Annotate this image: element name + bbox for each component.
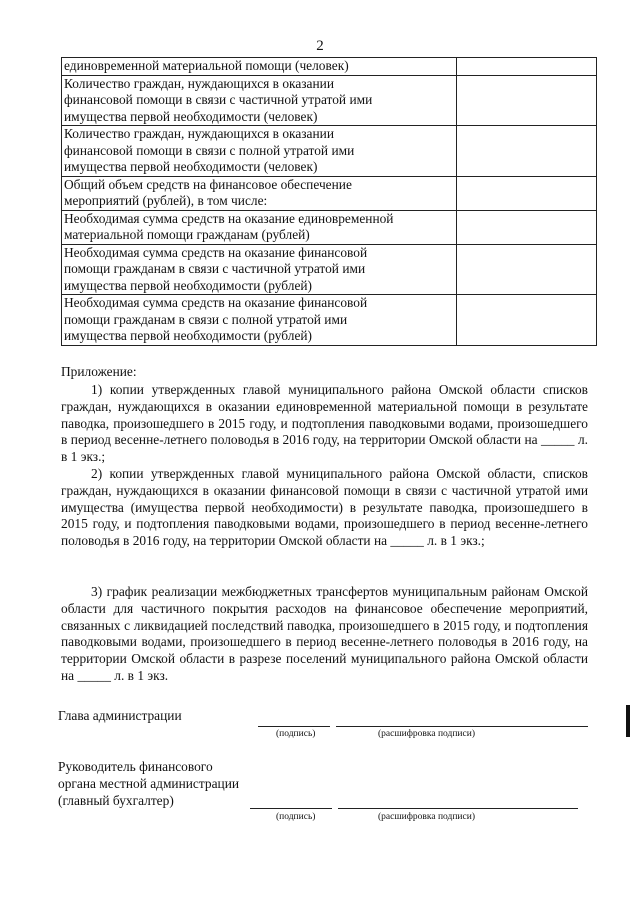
finance-signature-line (250, 808, 332, 809)
value-cell[interactable] (457, 244, 597, 295)
head-signature-caption: (подпись) (276, 729, 316, 739)
row-label-line: Необходимая сумма средств на оказание финансовой (64, 244, 368, 260)
attachment-item-1: 1) копии утвержденных главой муниципального района Омской области списков граждан, нуждающихся в оказании единовременной материальной помощи в результате паводка, произошедшего в 2015 году, и подтопления паводковыми водами, произошедшего в период весенне-летнего половодья в 2016 году, на территории Омской области на _____ л. в 1 экз.; (61, 382, 588, 465)
row-label (62, 58, 457, 76)
row-label-line: финансовой помощи в связи с частичной утратой ими (64, 92, 373, 107)
row-label (62, 176, 457, 210)
row-label-line: имущества первой необходимости (рублей) (64, 277, 313, 293)
value-cell[interactable] (457, 176, 597, 210)
page-number: 2 (316, 38, 324, 54)
row-label-line: имущества первой необходимости (рублей) (64, 328, 313, 343)
head-signature-label: Глава администрации (58, 708, 182, 723)
table-row (62, 176, 597, 210)
value-cell[interactable] (457, 210, 597, 244)
value-cell[interactable] (457, 58, 597, 76)
table-row (62, 295, 597, 346)
row-label (62, 126, 457, 177)
finance-label-line-1: Руководитель финансового (58, 759, 213, 774)
value-cell[interactable] (457, 126, 597, 177)
attachment-item-3: 3) график реализации межбюджетных трансфертов муниципальным районам Омской области для частичного покрытия расходов на финансовое обеспечение мероприятий, связанных с ликвидацией последствий паводка, произошедшего в 2015 году, и подтопления паводковыми водами, произошедшего в период весенне-летнего половодья в 2016 году, на территории Омской области в разрезе поселений муниципального района Омской области на _____ л. в 1 экз. (61, 584, 588, 683)
row-label-line: мероприятий (рублей), в том числе: (64, 193, 268, 208)
row-label (62, 210, 457, 244)
row-label-line: Необходимая сумма средств на оказание финансовой (64, 295, 368, 310)
table-row (62, 244, 597, 295)
row-label (62, 75, 457, 126)
row-label-line: Количество граждан, нуждающихся в оказании (64, 126, 334, 141)
row-label-line: помощи гражданам в связи с частичной утратой ими (64, 261, 366, 276)
attachment-title: Приложение: (61, 364, 137, 379)
row-label-line: помощи гражданам в связи с полной утратой ими (64, 311, 348, 327)
attachment-item-2: 2) копии утвержденных главой муниципального района Омской области, списков граждан, нуждающихся в оказании финансовой помощи в связи с частичной утратой ими имущества (имущества первой необходимости) в результате паводка, произошедшего в 2015 году, и подтопления паводковыми водами, произошедшего в период весенне-летнего половодья в 2016 году, на территории Омской области на _____ л. в 1 экз.; (61, 466, 588, 549)
table-row (62, 126, 597, 177)
row-label-line: единовременной материальной помощи (человек) (64, 58, 349, 73)
data-table (61, 57, 597, 346)
row-label-line: имущества первой необходимости (человек) (64, 159, 318, 174)
row-label-line: Необходимая сумма средств на оказание единовременной (64, 210, 394, 226)
row-label-line: финансовой помощи в связи с полной утратой ими (64, 142, 355, 158)
finance-signature-caption: (подпись) (276, 812, 316, 822)
head-signature-line (258, 726, 330, 727)
value-cell[interactable] (457, 295, 597, 346)
scan-edge-mark (626, 705, 630, 737)
table-row (62, 58, 597, 76)
row-label-line: имущества первой необходимости (человек) (64, 108, 318, 124)
finance-label-line-2: органа местной администрации (58, 776, 240, 791)
row-label-line: материальной помощи гражданам (рублей) (64, 227, 310, 242)
row-label (62, 244, 457, 295)
finance-decoding-caption: (расшифровка подписи) (378, 812, 475, 822)
row-label-line: Общий объем средств на финансовое обеспечение (64, 176, 352, 192)
head-decoding-line (336, 726, 588, 727)
table-row (62, 75, 597, 126)
table-row (62, 210, 597, 244)
row-label-line: Количество граждан, нуждающихся в оказании (64, 75, 334, 91)
row-label (62, 295, 457, 346)
finance-label-line-3: (главный бухгалтер) (58, 793, 174, 808)
finance-decoding-line (338, 808, 578, 809)
head-decoding-caption: (расшифровка подписи) (378, 729, 475, 739)
value-cell[interactable] (457, 75, 597, 126)
